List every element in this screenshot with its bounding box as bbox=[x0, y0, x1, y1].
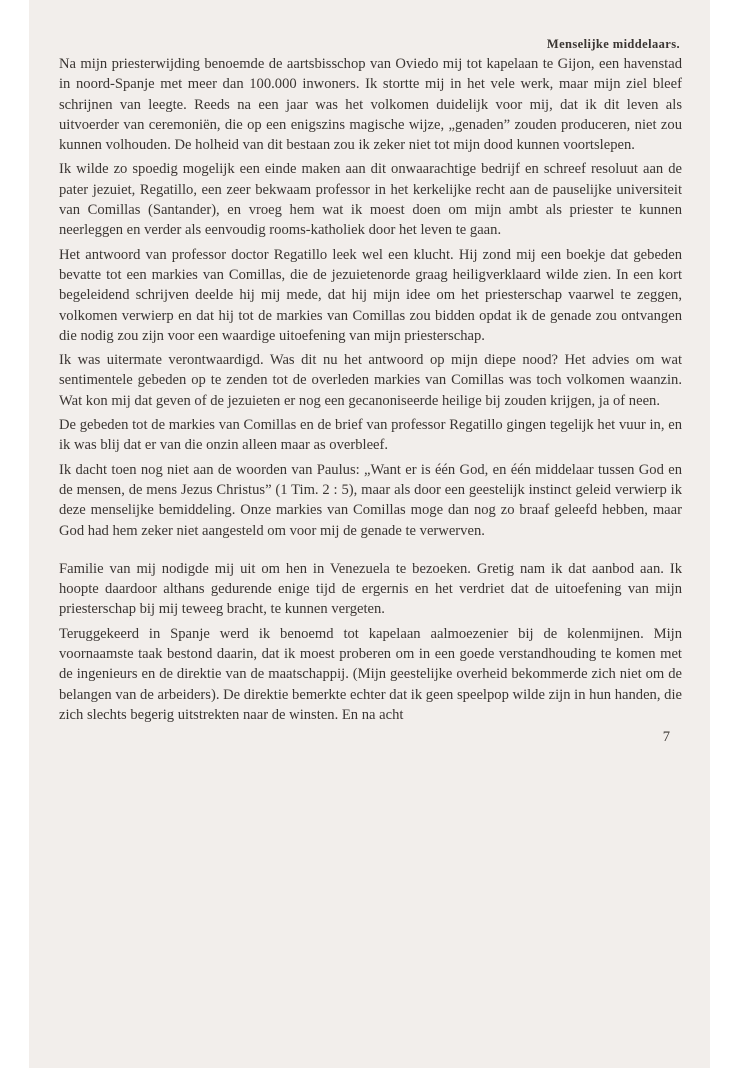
paragraph-8: Teruggekeerd in Spanje werd ik benoemd tot kapelaan aalmoezenier bij de kolenmijnen. Mijn voornaamste taak bestond daarin, dat ik moest proberen om in een goede verstandhouding te komen met de ingenieurs en de direktie van de maatschappij. (Mijn geestelijke overheid bekommerde zich niet om de belangen van de arbeiders). De direktie bemerkte echter dat ik geen speelpop wilde zijn in hun handen, die zich slechts begerig uitstrekten naar de winsten. En na acht bbox=[59, 625, 682, 723]
paragraph-4: Ik was uitermate verontwaardigd. Was dit nu het antwoord op mijn diepe nood? Het advies om wat sentimentele gebeden op te zenden tot de overleden markies van Comillas was toch volkomen waanzin. Wat kon mij dat geven of de jezuieten er nog een gecanoniseerde heilige bij zouden krijgen, ja of neen. bbox=[59, 352, 682, 409]
paragraph-3: Het antwoord van professor doctor Regatillo leek wel een klucht. Hij zond mij een boekje dat gebeden bevatte tot een markies van Comillas, die de jezuietenorde graag heiligverklaard wilde zien. In een kort begeleidend schrijven deelde hij mij mede, dat hij mijn idee om het priesterschap vaarwel te zeggen, volkomen verwierp en dat hij tot de markies van Comillas zou bidden opdat ik de genade zou ontvangen die nodig zou zijn voor een waardige uitoefening van mijn priesterschap. bbox=[59, 246, 682, 344]
page-content bbox=[59, 36, 682, 747]
paragraph-2: Ik wilde zo spoedig mogelijk een einde maken aan dit onwaarachtige bedrijf en schreef resoluut aan de pater jezuiet, Regatillo, een zeer bekwaam professor in het kerkelijke recht aan de pauselijke universiteit van Comillas (Santander), en vroeg hem wat ik moest doen om mijn ambt als priester te kunnen neerleggen en verder als eenvoudig rooms-katholiek door het leven te gaan. bbox=[59, 161, 682, 239]
book-page bbox=[29, 0, 710, 1068]
paragraph-1: Na mijn priesterwijding benoemde de aartsbisschop van Oviedo mij tot kapelaan te Gijon, een havenstad in noord-Spanje met meer dan 100.000 inwoners. Ik stortte mij in het vele werk, maar mijn ziel bleef schrijnen van leegte. Reeds na een jaar was het volkomen duidelijk voor mij, dat ik dit leven als uitvoerder van ceremoniën, die op een enigszins magische wijze, „genaden” zouden produceren, niet zou kunnen volhouden. De holheid van dit bestaan zou ik zeker niet tot mijn dood kunnen voortslepen. bbox=[59, 56, 682, 154]
running-header: Menselijke middelaars. bbox=[546, 37, 680, 51]
paragraph-7: Familie van mij nodigde mij uit om hen in Venezuela te bezoeken. Gretig nam ik dat aanbod aan. Ik hoopte daardoor althans gedurende enige tijd de ergernis en het verdriet dat de uitoefening van mijn priesterschap bij mij teweeg bracht, te kunnen vergeten. bbox=[59, 560, 682, 618]
page-number: 7 bbox=[662, 729, 670, 746]
paragraph-6: Ik dacht toen nog niet aan de woorden van Paulus: „Want er is één God, en één middelaar tussen God en de mensen, de mens Jezus Christus” (1 Tim. 2 : 5), maar als door een geestelijk instinct geleid verwierp ik deze menselijke bemiddeling. Onze markies van Comillas moge dan nog zo braaf geleefd hebben, maar God had hem zeker niet aangesteld om voor mij de genade te verwerven. bbox=[59, 461, 682, 539]
paragraph-5: De gebeden tot de markies van Comillas en de brief van professor Regatillo gingen tegelijk het vuur in, en ik was blij dat er van die onzin alleen maar as overbleef. bbox=[59, 417, 682, 454]
